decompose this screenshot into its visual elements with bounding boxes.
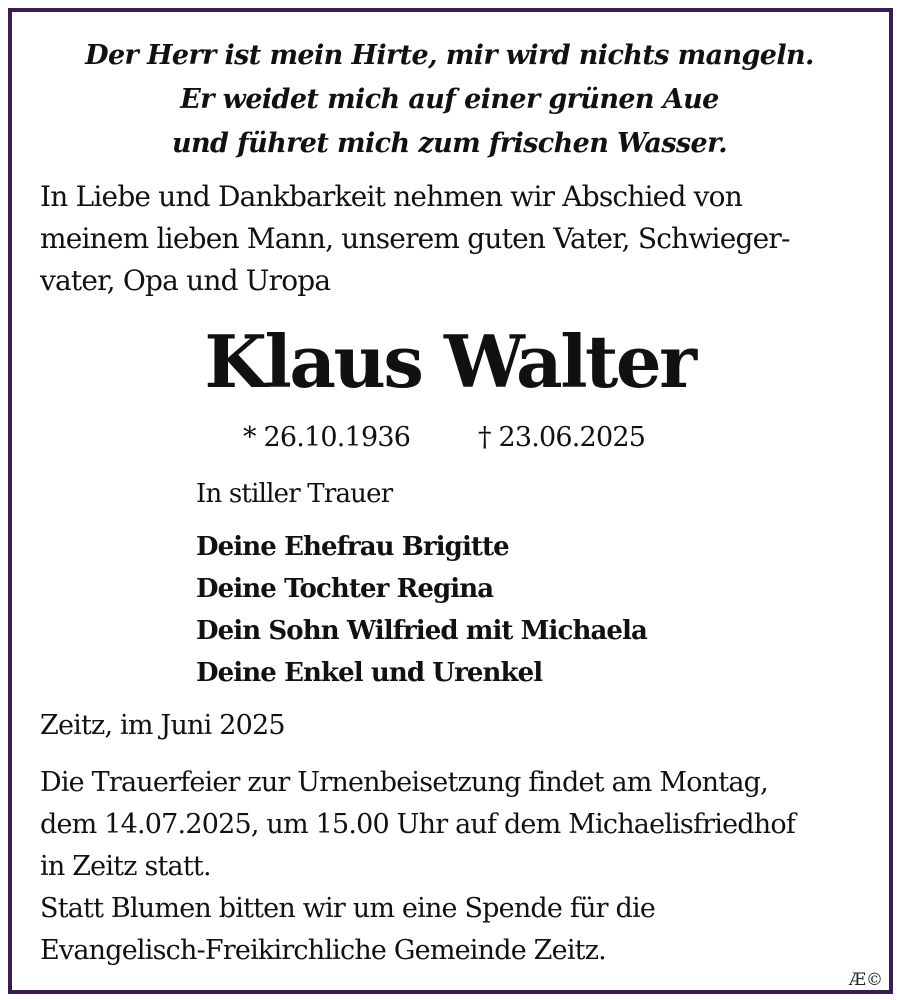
deceased-name: Klaus Walter (204, 319, 695, 404)
family-member: Deine Ehefrau Brigitte (196, 532, 509, 562)
service-line: Die Trauerfeier zur Urnenbeisetzung findet am Montag, (40, 767, 768, 798)
family-member: Dein Sohn Wilfried mit Michaela (196, 616, 647, 646)
verse-line: und führet mich zum frischen Wasser. (171, 128, 728, 159)
mourning-intro: In stiller Trauer (196, 479, 393, 509)
place-date: Zeitz, im Juni 2025 (40, 710, 285, 741)
intro-line: vater, Opa und Uropa (40, 264, 331, 297)
verse-line: Der Herr ist mein Hirte, mir wird nichts mangeln. (85, 40, 814, 71)
verse-line: Er weidet mich auf einer grünen Aue (180, 84, 719, 115)
service-line: Statt Blumen bitten wir um eine Spende für die (40, 893, 656, 924)
intro-line: meinem lieben Mann, unserem guten Vater, Schwieger- (40, 222, 790, 255)
bible-verse (0, 34, 899, 166)
copyright-mark: Æ© (845, 970, 883, 990)
service-line: Evangelisch-Freikirchliche Gemeinde Zeitz. (40, 935, 606, 966)
intro-line: In Liebe und Dankbarkeit nehmen wir Abschied von (40, 180, 742, 213)
death-date: † 23.06.2025 (478, 422, 646, 453)
service-line: dem 14.07.2025, um 15.00 Uhr auf dem Michaelisfriedhof (40, 809, 796, 840)
family-member: Deine Tochter Regina (196, 574, 494, 604)
family-member: Deine Enkel und Urenkel (196, 658, 543, 688)
farewell-intro (40, 176, 860, 302)
service-info (40, 762, 860, 972)
birth-date: * 26.10.1936 (243, 422, 411, 453)
service-line: in Zeitz statt. (40, 851, 211, 882)
family-list (196, 526, 647, 694)
